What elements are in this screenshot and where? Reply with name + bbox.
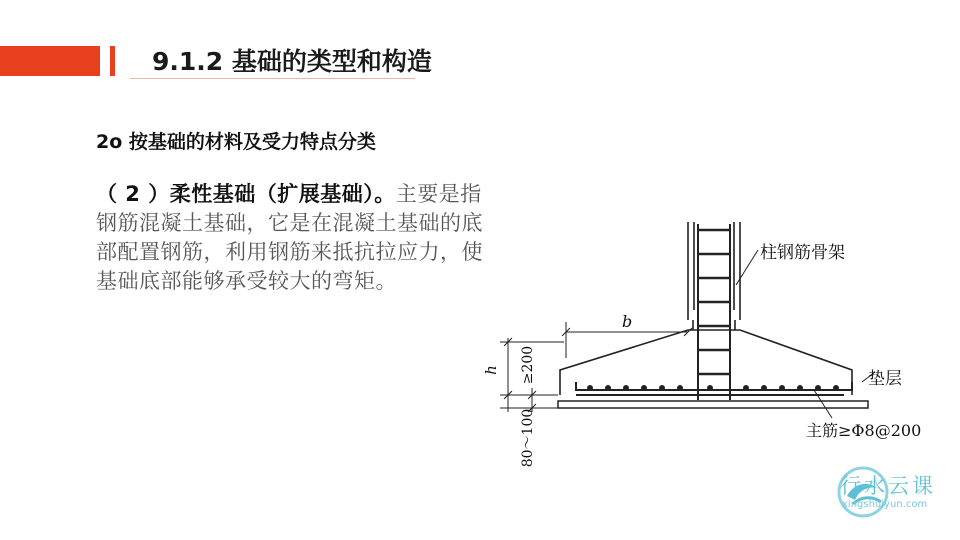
title-accent-mark (110, 46, 115, 76)
label-200: ≥200 (520, 345, 536, 385)
label-pad: 垫层 (868, 369, 902, 389)
label-cage: 柱钢筋骨架 (760, 243, 845, 263)
logo-name: 行水云课 (840, 474, 936, 498)
bottom-rebar (576, 382, 852, 395)
label-b: b (622, 312, 633, 331)
label-main-bar: 主筋≥Φ8@200 (806, 421, 922, 440)
column-outline (688, 222, 740, 330)
body-rest: 主要是指钢筋混凝土基础，它是在混凝土基础的底部配置钢筋，利用钢筋来抵抗拉应力，使基础底部能够承受较大的弯矩。 (96, 182, 483, 293)
title-accent-bar (0, 46, 100, 76)
footing-diagram (480, 210, 950, 480)
column-stirrups (698, 230, 730, 374)
leader-lines (736, 250, 875, 418)
label-cover: 80～100 (520, 408, 536, 468)
body-paragraph (96, 180, 488, 296)
section-heading: 2o 按基础的材料及受力特点分类 (96, 131, 376, 153)
body-lead: （ 2 ）柔性基础（扩展基础）。 (96, 182, 396, 206)
slide-title: 9.1.2 基础的类型和构造 (152, 47, 432, 76)
footing-outline (560, 330, 852, 395)
title-underline (130, 78, 415, 79)
logo-url: xingshuiyun.com (842, 499, 928, 510)
label-h: h (482, 365, 500, 375)
